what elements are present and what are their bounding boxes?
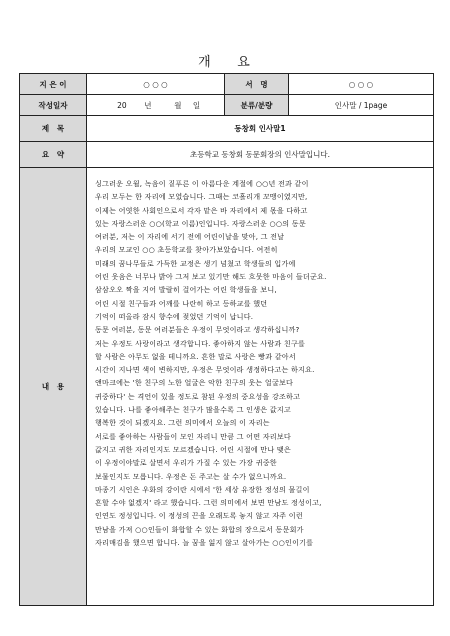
content-line: 흔할 수야 없겠지' 라고 했습니다. 그런 의미에서 보면 만남도 정성이고,: [95, 498, 322, 508]
subject-label: 제 목: [20, 116, 87, 142]
content-line: 자리매김을 했으면 합니다. 늘 꿈을 잃지 않고 살아가는 ○○인이기를: [95, 538, 314, 548]
content-line: 우리 모두는 한 자리에 모였습니다. 그때는 코흘리개 꼬맹이였지만,: [95, 192, 308, 202]
content-line: 이 우정이야말로 살면서 우리가 가질 수 있는 가장 귀중한: [95, 458, 277, 468]
content-line: 저는 우정도 사랑이라고 생각합니다. 좋아하지 않는 사람과 친구를: [95, 338, 306, 348]
content-line: 기억이 떠올라 잠시 향수에 젖었던 기억이 납니다.: [95, 311, 254, 321]
date-year: 20: [117, 100, 127, 110]
content-line: 삼삼오오 짝을 지어 발랄히 걸어가는 어린 학생들을 보니,: [95, 285, 277, 295]
signature-value: ○ ○ ○: [289, 74, 434, 95]
date-value: [87, 95, 225, 116]
content-line: 우리의 모교인 ○○ 초등학교를 찾아가보았습니다. 여전히: [95, 245, 278, 255]
document-form: [19, 73, 434, 606]
content-line: 여러분, 저는 이 자리에 서기 전에 어린이날을 맞아, 그 전날: [95, 232, 285, 242]
content-line: 시간이 지나면 색이 변하지만, 우정은 무엇이라 생정하다고는 하지요.: [95, 365, 315, 375]
author-label: 지 은 이: [20, 74, 87, 95]
date-year-unit: 년: [144, 100, 152, 110]
content-line: 있습니다. 나를 좋아해주는 친구가 많을수록 그 인생은 값지고: [95, 405, 291, 415]
author-value: ○ ○ ○: [87, 74, 225, 95]
signature-label: 서 명: [225, 74, 289, 95]
content-line: 행복한 것이 되겠지요. 그런 의미에서 오늘의 이 자리는: [95, 418, 270, 428]
content-line: 값지고 귀한 자리인지도 모르겠습니다. 어린 시절에 만나 맺은: [95, 444, 291, 454]
content-line: 만남을 가져 ○○인들이 화합할 수 있는 화합의 장으로서 동문회가: [95, 524, 304, 534]
date-label: 작성일자: [20, 95, 87, 116]
content-label: 내 용: [20, 168, 87, 606]
summary-label: 요 약: [20, 142, 87, 168]
date-day-unit: 일: [192, 100, 201, 110]
content-text: [95, 177, 427, 549]
content-line: 할 사람은 아무도 없을 테니까요. 흔한 말로 사랑은 빵과 같아서: [95, 351, 296, 361]
content-line: 인연도 정성입니다. 이 정성의 끈을 오래도록 놓지 않고 자주 이런: [95, 511, 303, 521]
content-line: 미래의 꿈나무들로 가득한 교정은 생기 넘쳤고 학생들의 입가에: [95, 258, 296, 268]
content-line: 싱그러운 오월, 녹음이 짙푸른 이 아름다운 계절에 ○○년 전과 같이: [95, 179, 309, 188]
content-body: [87, 168, 434, 606]
content-line: 어린 웃음은 너무나 밝아 그저 보고 있기만 해도 흐뭇한 마음이 들더군요.: [95, 272, 327, 282]
document-title: 개 요: [198, 55, 252, 70]
category-label: 분류/분량: [225, 95, 289, 116]
content-line: 마종기 시인은 우화의 강이란 시에서 '한 세상 유장한 정성의 물길이: [95, 484, 310, 494]
summary-value: 초등학교 동창회 동문회장의 인사말입니다.: [87, 142, 434, 168]
content-line: 이제는 어엿한 사회인으로서 각자 맡은 바 자리에서 제 몫을 다하고: [95, 205, 308, 215]
content-line: 동문 여러분, 동문 여러분들은 우정이 무엇이라고 생각하십니까?: [95, 325, 300, 335]
content-line: 서로를 좋아하는 사람들이 모인 자리니 만큼 그 어떤 자리보다: [95, 431, 291, 441]
content-line: 보물인지도 모릅니다. 우정은 돈 주고는 살 수가 없으니까요.: [95, 471, 287, 481]
content-line: 있는 자랑스러운 ○○(학교 이름)인입니다. 자랑스러운 ○○의 동문: [95, 218, 306, 228]
content-line: 앤마크에는 '한 친구의 노한 얼굴은 악한 친구의 웃는 얼굴보다: [95, 378, 294, 388]
date-month-unit: 월: [174, 100, 182, 110]
category-value: 인사말 / 1page: [289, 95, 434, 116]
subject-value: 동창회 인사말1: [87, 116, 434, 142]
content-line: 귀중하다' 는 격언이 있을 정도로 참된 우정의 중요성을 강조하고: [95, 391, 301, 401]
content-line: 어린 시절 친구들과 어깨를 나란히 하고 등하교를 했던: [95, 298, 268, 308]
